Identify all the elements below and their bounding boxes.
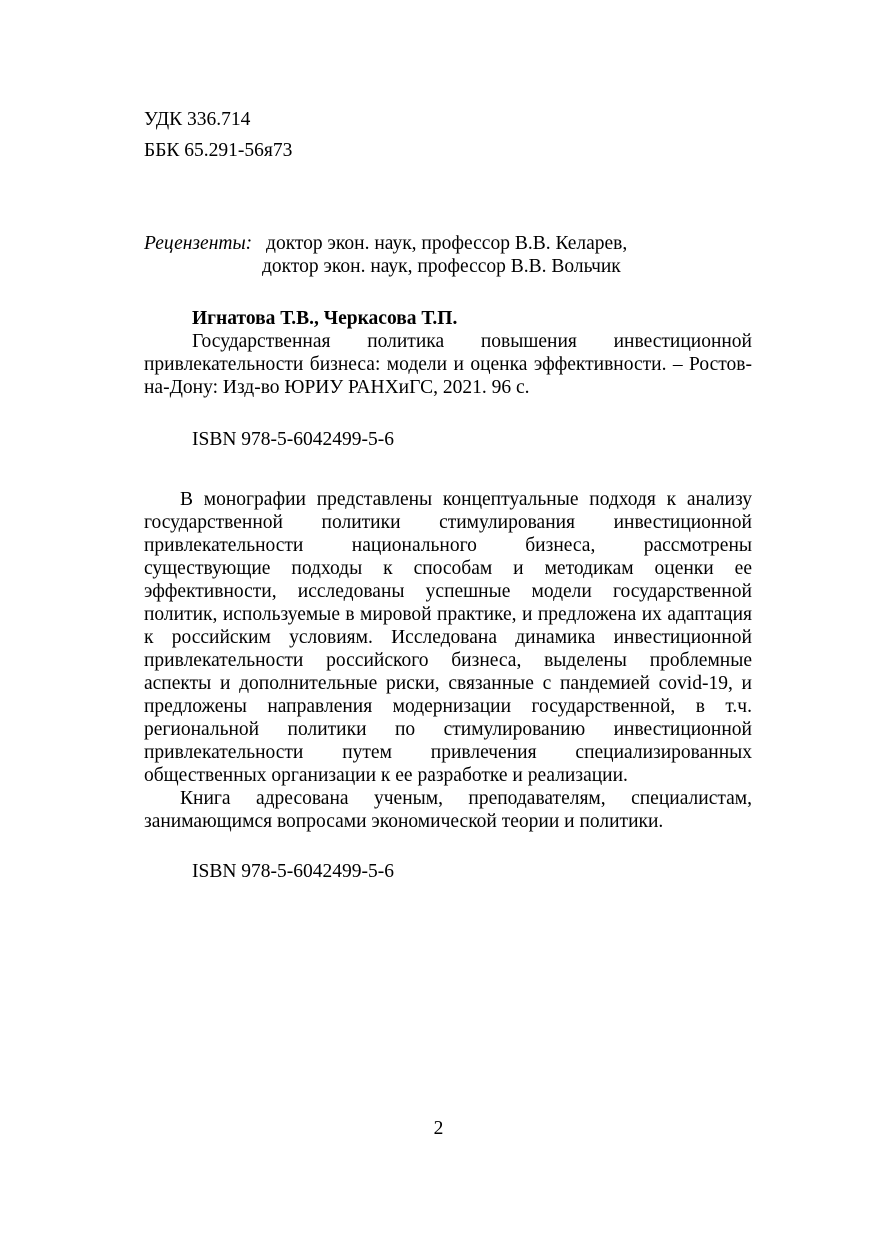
bibliographic-record xyxy=(144,307,752,399)
bibliographic-description: Государственная политика повышения инвестиционной привлекательности бизнеса: модели и оценка эффективности. – Ростов-на-Дону: Изд-во ЮРИУ РАНХиГС, 2021. 96 с. xyxy=(144,331,752,398)
reviewer-2: доктор экон. наук, профессор В.В. Вольчик xyxy=(262,256,621,277)
reviewers-label: Рецензенты: xyxy=(144,233,253,254)
reviewer-row-1 xyxy=(144,232,764,255)
annotation-paragraph-2: Книга адресована ученым, преподавателям, специалистам, занимающимся вопросами экономической теории и политики. xyxy=(144,788,752,832)
annotation-paragraph-1: В монографии представлены концептуальные подходя к анализу государственной политики стимулирования инвестиционной привлекательности национального бизнеса, рассмотрены существующие подходы к способам и методикам оценки ее эффективности, исследованы успешные модели государственной политик, используемые в мировой практике, и предложена их адаптация к российским условиям. Исследована динамика инвестиционной привлекательности российского бизнеса, выделены проблемные аспекты и дополнительные риски, связанные с пандемией covid-19, и предложены направления модернизации государственной, в т.ч. региональной политики по стимулированию инвестиционной привлекательности путем привлечения специализированных общественных организации к ее разработке и реализации. xyxy=(144,489,752,786)
bbk-code: ББК 65.291-56я73 xyxy=(144,140,293,161)
annotation xyxy=(144,488,752,833)
page-number: 2 xyxy=(433,1118,444,1139)
reviewers-block xyxy=(144,232,764,278)
authors: Игнатова Т.В., Черкасова Т.П. xyxy=(192,308,458,329)
udk-code: УДК 336.714 xyxy=(144,109,251,130)
isbn-top: ISBN 978-5-6042499-5-6 xyxy=(192,429,395,450)
reviewer-1: доктор экон. наук, профессор В.В. Келарев, xyxy=(266,233,628,254)
isbn-bottom: ISBN 978-5-6042499-5-6 xyxy=(192,861,395,882)
reviewer-row-2 xyxy=(144,255,764,278)
